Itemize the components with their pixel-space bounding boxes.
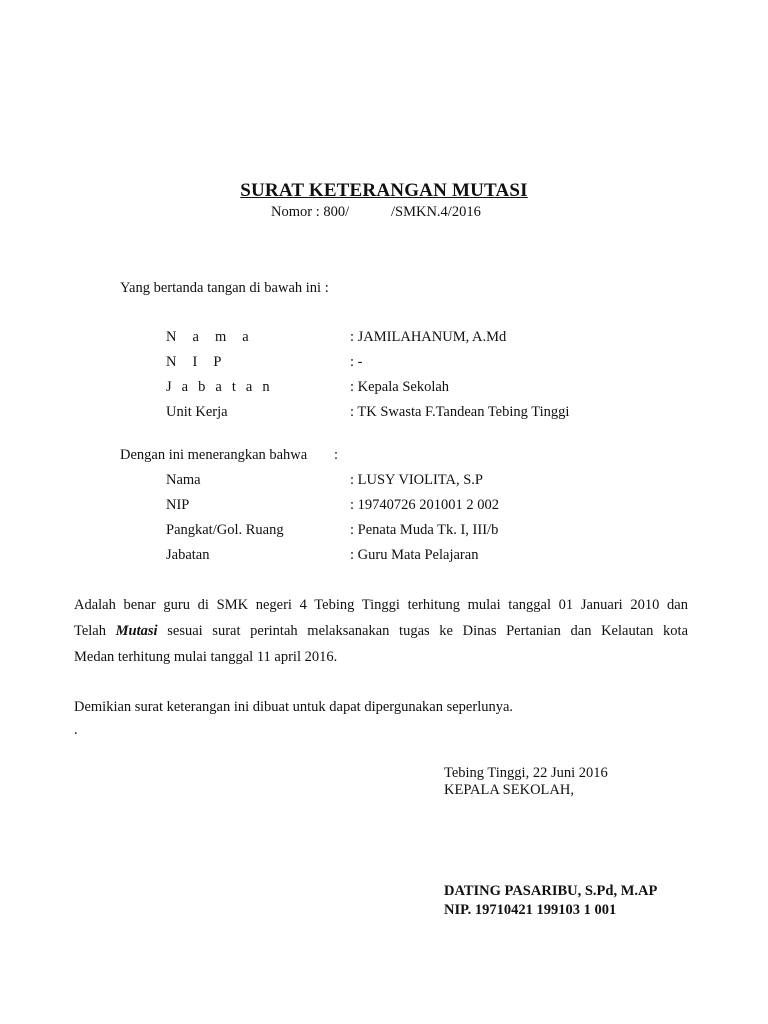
letter-number [271, 204, 481, 221]
signatory-name-label: N a m a [166, 329, 255, 345]
stray-dot: . [74, 722, 78, 738]
mutasi-emphasis: Mutasi [115, 623, 158, 639]
body-line-2-end: sesuai surat perintah melaksanakan tugas ke Dinas Pertanian dan Kelautan kota [167, 623, 689, 639]
signer-position: KEPALA SEKOLAH, [444, 782, 574, 798]
subject-nip-label: NIP [166, 497, 190, 513]
signatory-unit-value: : TK Swasta F.Tandean Tebing Tinggi [350, 404, 570, 420]
body-line-3: Medan terhitung mulai tanggal 11 april 2016. [74, 649, 338, 665]
subject-rank-label: Pangkat/Gol. Ruang [166, 522, 284, 538]
signatory-nip-label: N I P [166, 354, 228, 370]
declaration-colon: : [334, 447, 339, 463]
signatory-position-value: : Kepala Sekolah [350, 379, 450, 395]
body-line-1: Adalah benar guru di SMK negeri 4 Tebing Tinggi terhitung mulai tanggal 01 Januari 2010 dan [74, 597, 688, 613]
place-date: Tebing Tinggi, 22 Juni 2016 [444, 765, 608, 781]
subject-name-label: Nama [166, 472, 201, 488]
letter-title: SURAT KETERANGAN MUTASI [240, 180, 528, 201]
signatory-unit-label: Unit Kerja [166, 404, 228, 420]
subject-name-value: : LUSY VIOLITA, S.P [350, 472, 483, 488]
closing-text: Demikian surat keterangan ini dibuat untuk dapat dipergunakan seperlunya. [74, 699, 514, 715]
subject-nip-value: : 19740726 201001 2 002 [350, 497, 500, 513]
subject-position-value: : Guru Mata Pelajaran [350, 547, 479, 563]
signatory-position-label: J a b a t a n [166, 379, 273, 395]
subject-position-label: Jabatan [166, 547, 210, 563]
body-line-2-start: Telah [74, 623, 106, 639]
declaration-intro: Dengan ini menerangkan bahwa [120, 447, 308, 463]
letter-number-prefix: Nomor : 800/ [271, 204, 350, 220]
subject-rank-value: : Penata Muda Tk. I, III/b [350, 522, 499, 538]
body-line-2 [74, 623, 688, 640]
signer-nip: NIP. 19710421 199103 1 001 [444, 902, 617, 918]
signatory-name-value: : JAMILAHANUM, A.Md [350, 329, 507, 345]
intro-text: Yang bertanda tangan di bawah ini : [120, 280, 329, 296]
signatory-nip-value: : - [350, 354, 363, 370]
signer-name: DATING PASARIBU, S.Pd, M.AP [444, 883, 658, 899]
letter-number-suffix: /SMKN.4/2016 [391, 204, 481, 220]
